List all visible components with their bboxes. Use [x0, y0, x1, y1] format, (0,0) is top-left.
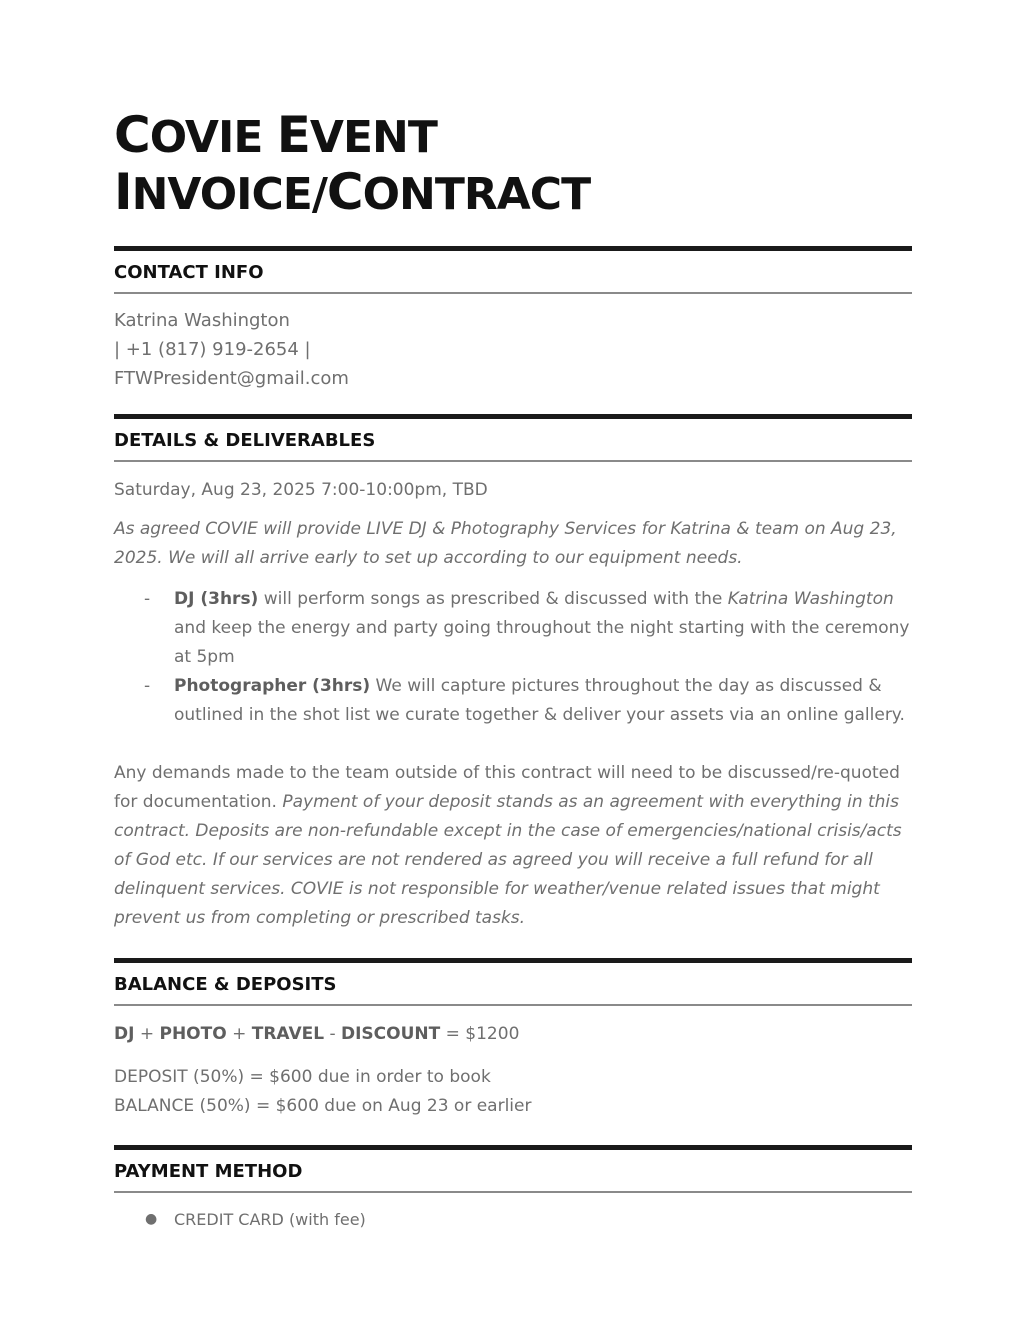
contact-block: [114, 306, 912, 393]
details-intro: As agreed COVIE will provide LIVE DJ & Photography Services for Katrina & team on Aug 23, 2025. We will all arrive early to set up according to our equipment needs.: [114, 519, 897, 568]
contact-section: [114, 246, 912, 393]
section-rule-thin: [114, 292, 912, 294]
deposit-line: DEPOSIT (50%) = $600 due in order to book: [114, 1067, 491, 1087]
payment-methods-list: [114, 1205, 912, 1234]
section-rule-thick: [114, 1145, 912, 1150]
contact-email: FTWPresident@gmail.com: [114, 368, 349, 389]
list-item: [114, 1205, 912, 1234]
section-heading: DETAILS & DELIVERABLES: [114, 430, 376, 451]
section-rule-thick: [114, 958, 912, 963]
deposit-schedule: [114, 1063, 912, 1121]
section-heading: BALANCE & DEPOSITS: [114, 974, 337, 995]
section-rule-thick: [114, 246, 912, 251]
section-rule-thin: [114, 460, 912, 462]
invoice-document: [114, 108, 912, 1234]
title-line-2: INVOICE/CONTRACT: [114, 163, 591, 221]
details-section: [114, 414, 912, 933]
payment-method-label: CREDIT CARD (with fee): [174, 1210, 366, 1229]
title-line-1: COVIE EVENT: [114, 106, 437, 164]
balance-line: BALANCE (50%) = $600 due on Aug 23 or earlier: [114, 1096, 532, 1116]
event-date: Saturday, Aug 23, 2025 7:00-10:00pm, TBD: [114, 480, 488, 500]
section-rule-thin: [114, 1004, 912, 1006]
price-calculation: DJ + PHOTO + TRAVEL - DISCOUNT = $1200: [114, 1024, 520, 1044]
dash-marker: -: [144, 676, 151, 696]
contact-name: Katrina Washington: [114, 310, 290, 331]
dash-marker: -: [144, 589, 151, 609]
payment-section: [114, 1145, 912, 1234]
terms-paragraph: Any demands made to the team outside of this contract will need to be discussed/re-quoted for documentation. Payment of your deposit stands as an agreement with everything in this contract. Deposits are non-refundable except in the case of emergencies/national crisis/acts of God etc. If our services are not rendered as agreed you will receive a full refund for all delinquent services. COVIE is not responsible for weather/venue related issues that might prevent us from completing or prescribed tasks.: [114, 763, 902, 928]
section-rule-thin: [114, 1191, 912, 1193]
list-item: - DJ (3hrs) will perform songs as prescribed & discussed with the Katrina Washington and keep the energy and party going throughout the night starting with the ceremony at 5pm: [114, 585, 912, 672]
section-rule-thick: [114, 414, 912, 419]
document-title: [114, 108, 912, 222]
section-heading: CONTACT INFO: [114, 262, 264, 283]
list-item: - Photographer (3hrs) We will capture pictures throughout the day as discussed & outlined in the shot list we curate together & deliver your assets via an online gallery.: [114, 672, 912, 730]
bullet-icon: ●: [145, 1211, 158, 1227]
deliverables-list: [114, 585, 912, 730]
balance-section: [114, 958, 912, 1121]
contact-phone: | +1 (817) 919-2654 |: [114, 339, 311, 360]
section-heading: PAYMENT METHOD: [114, 1161, 303, 1182]
